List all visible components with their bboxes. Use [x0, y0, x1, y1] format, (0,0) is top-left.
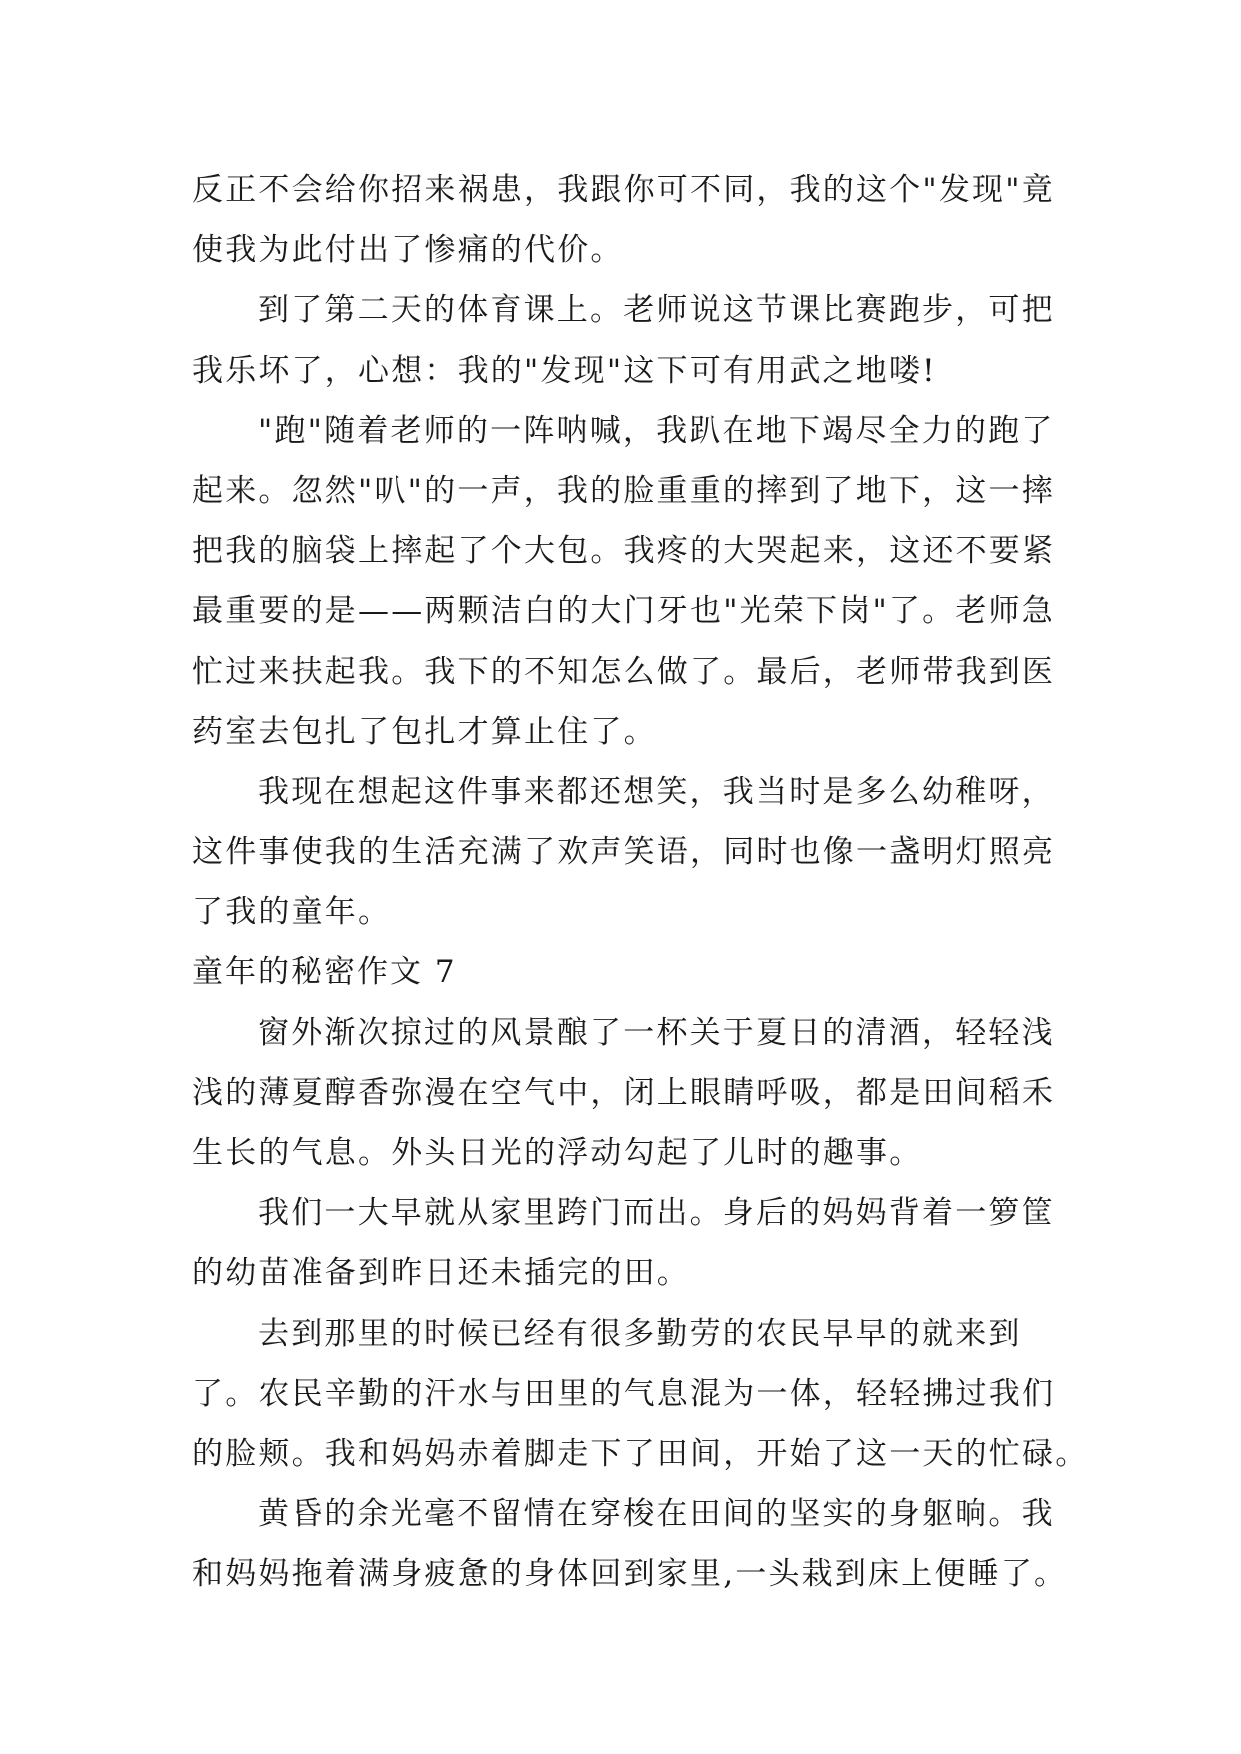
text-line: 和妈妈拖着满身疲惫的身体回到家里,一头栽到床上便睡了。: [192, 1556, 1068, 1593]
text-line: 药室去包扎了包扎才算止住了。: [192, 713, 657, 750]
text-line: 窗外渐次掠过的风景酿了一杯关于夏日的清酒，轻轻浅: [258, 1014, 1055, 1051]
text-line: 最重要的是——两颗洁白的大门牙也"光荣下岗"了。老师急: [192, 593, 1055, 630]
section-heading: 童年的秘密作文 7: [192, 954, 457, 991]
text-line: 了。农民辛勤的汗水与田里的气息混为一体，轻轻拂过我们: [192, 1375, 1056, 1412]
text-line: 反正不会给你招来祸患，我跟你可不同，我的这个"发现"竟: [192, 172, 1055, 208]
text-line: "跑"随着老师的一阵呐喊，我趴在地下竭尽全力的跑了: [258, 412, 1055, 449]
text-line: 把我的脑袋上摔起了个大包。我疼的大哭起来，这还不要紧: [192, 533, 1056, 570]
text-line: 起来。忽然"叭"的一声，我的脸重重的摔到了地下，这一摔: [192, 472, 1055, 509]
text-line: 我乐坏了，心想：我的"发现"这下可有用武之地喽!: [192, 352, 937, 389]
text-line: 生长的气息。外头日光的浮动勾起了儿时的趣事。: [192, 1135, 923, 1171]
text-line: 浅的薄夏醇香弥漫在空气中，闭上眼睛呼吸，都是田间稻禾: [192, 1074, 1056, 1111]
text-line: 忙过来扶起我。我下的不知怎么做了。最后，老师带我到医: [192, 653, 1056, 690]
text-line: 使我为此付出了惨痛的代价。: [192, 232, 624, 269]
text-line: 去到那里的时候已经有很多勤劳的农民早早的就来到: [258, 1315, 1022, 1352]
text-line: 黄昏的余光毫不留情在穿梭在田间的坚实的身躯晌。我: [258, 1496, 1055, 1533]
text-line: 的幼苗准备到昨日还未插完的田。: [192, 1255, 690, 1292]
document-body: [192, 160, 1089, 1605]
text-line: 了我的童年。: [192, 894, 392, 931]
text-line: 到了第二天的体育课上。老师说这节课比赛跑步，可把: [258, 292, 1055, 329]
text-line: 我现在想起这件事来都还想笑，我当时是多么幼稚呀，: [258, 773, 1055, 810]
text-line: 的脸颊。我和妈妈赤着脚走下了田间，开始了这一天的忙碌。: [192, 1435, 1089, 1472]
text-line: 我们一大早就从家里跨门而出。身后的妈妈背着一箩筐: [258, 1195, 1055, 1232]
text-line: 这件事使我的生活充满了欢声笑语，同时也像一盏明灯照亮: [192, 834, 1056, 871]
